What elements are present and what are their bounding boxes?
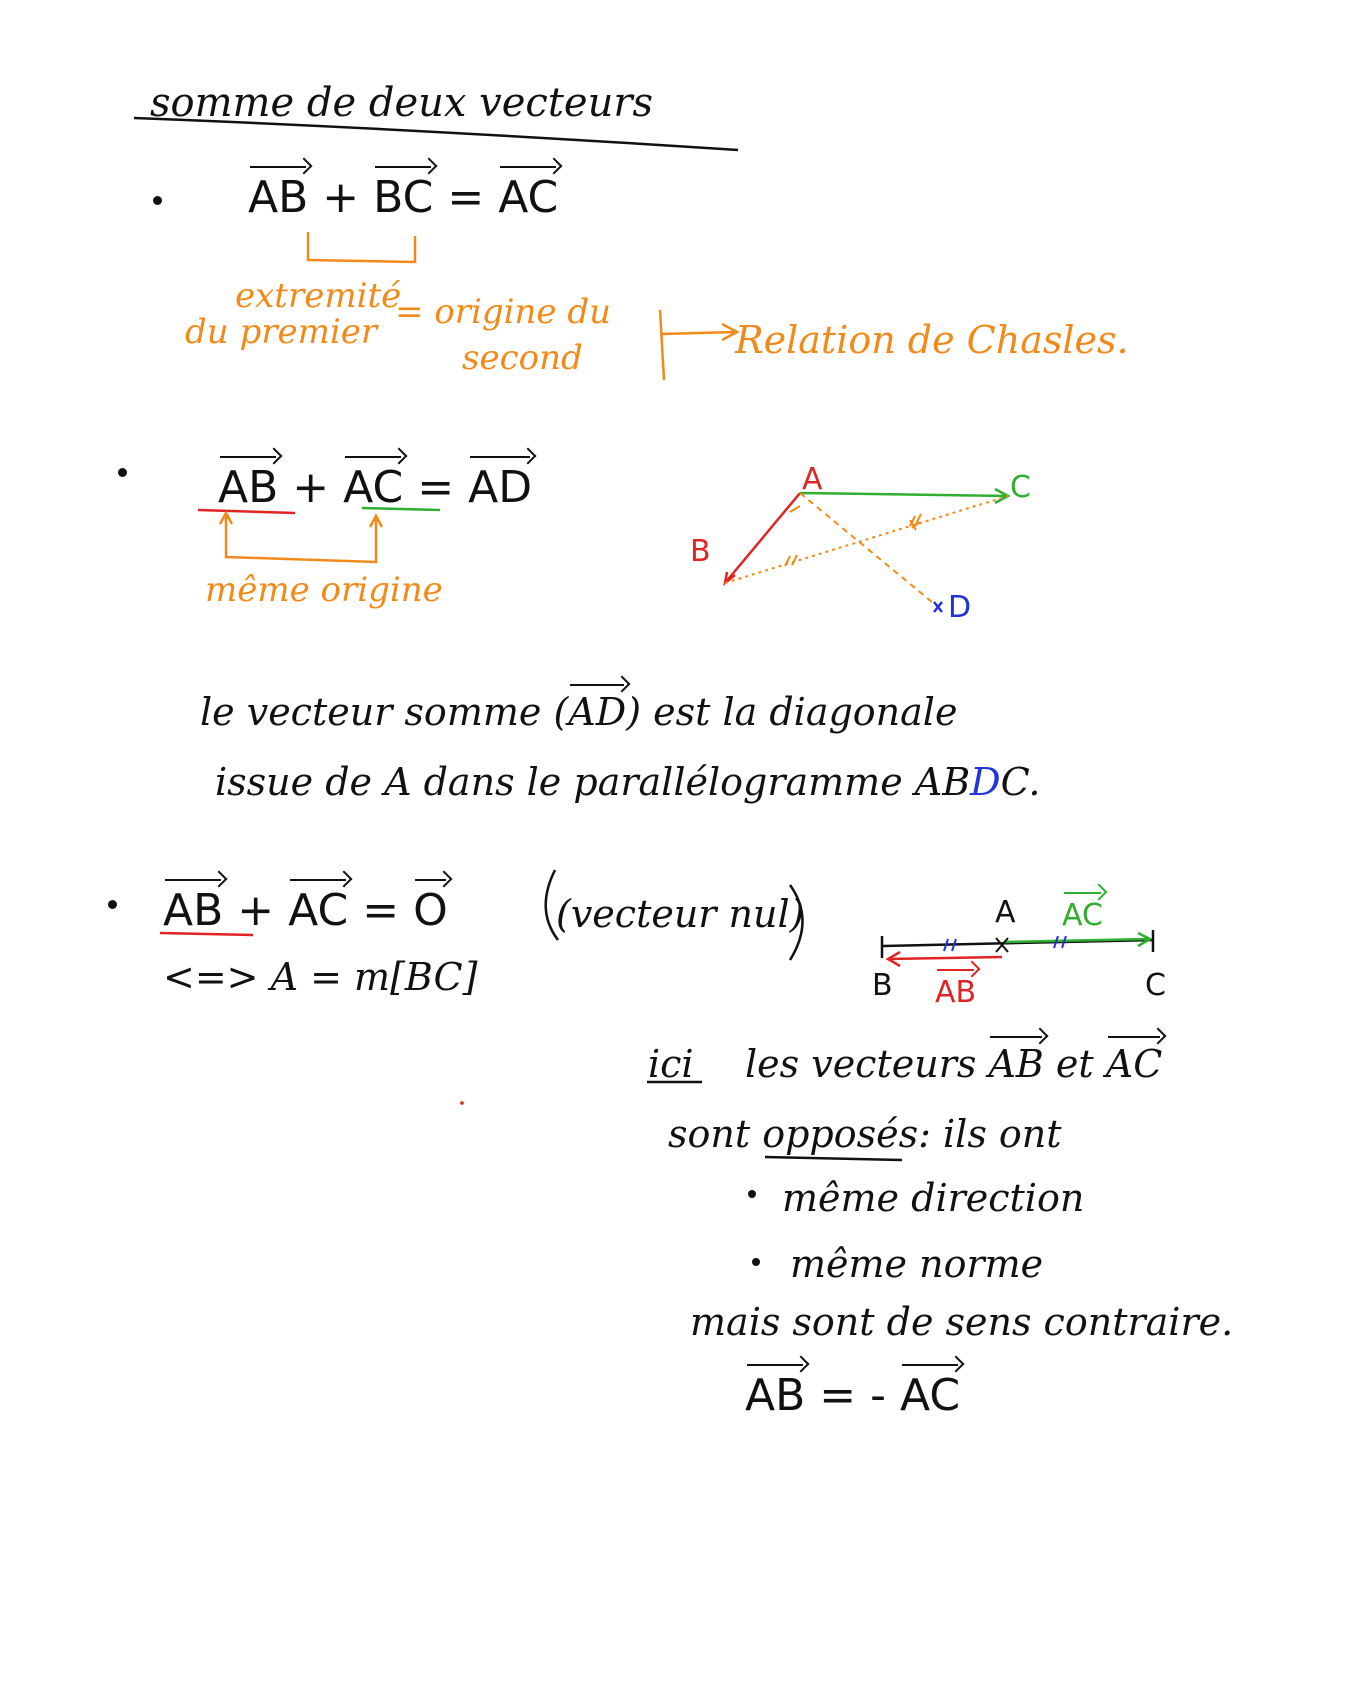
equals-sign: = <box>362 885 400 936</box>
vector-ab-line <box>725 493 800 583</box>
bullet-direction <box>748 1190 756 1198</box>
segment-a-label: A <box>995 895 1016 930</box>
vector-ab-seg <box>888 957 1002 959</box>
vector-ab: AB <box>163 885 224 936</box>
vector-ac: AC <box>343 462 404 513</box>
vector-ab: AB <box>218 462 279 513</box>
text-issue-de-a: issue de A dans le parallélogramme ABDC. <box>215 760 1041 804</box>
bullet-3 <box>108 900 117 909</box>
equation-parallelogram <box>218 462 532 513</box>
vector-ac: AC <box>900 1370 961 1421</box>
vector-ab: AB <box>988 1042 1044 1086</box>
point-d-cross <box>934 602 942 612</box>
vector-ac: AC <box>288 885 349 936</box>
plus-sign: + <box>237 885 275 936</box>
vector-ac-line <box>800 493 1008 496</box>
stray-dot <box>460 1101 464 1105</box>
equation-chasles <box>248 172 558 223</box>
bullet-2 <box>118 468 127 477</box>
equals-sign: = <box>417 462 455 513</box>
point-d-label: D <box>948 590 972 625</box>
segment-c-label: C <box>1145 968 1166 1003</box>
relation-chasles: Relation de Chasles. <box>735 318 1129 362</box>
note-origine: = origine du <box>395 292 612 332</box>
vector-ab: AB <box>745 1370 806 1421</box>
diagonal-ad <box>800 493 938 607</box>
point-a-label: A <box>802 462 823 497</box>
text-ici: ici <box>648 1042 694 1086</box>
note-extremite: extremité <box>235 276 402 316</box>
vector-ac: AC <box>498 172 559 223</box>
vector-ad: AD <box>468 462 533 513</box>
text-meme-direction: même direction <box>782 1176 1085 1220</box>
equals-sign: = <box>447 172 485 223</box>
bracket-ab-bc <box>308 232 415 262</box>
plus-sign: + <box>322 172 360 223</box>
text-sont-opposes: sont opposés: ils ont <box>668 1112 1062 1156</box>
bullet-norme <box>752 1258 760 1266</box>
vector-zero: O <box>413 885 448 936</box>
relation-arrow <box>660 310 737 380</box>
text-vecteur-somme: le vecteur somme (AD) est la diagonale <box>200 690 958 734</box>
text-meme-norme: même norme <box>790 1242 1044 1286</box>
point-b-label: B <box>690 534 711 569</box>
bullet-1 <box>153 196 162 205</box>
point-c-label: C <box>1010 470 1031 505</box>
equivalence-midpoint: <=> A = m[BC] <box>163 955 478 999</box>
vector-ad: AD <box>568 690 627 734</box>
same-origin-bracket <box>220 513 382 562</box>
note-second: second <box>462 338 583 378</box>
segment-ab-label: AB <box>935 975 977 1010</box>
underline-opposes <box>765 1157 902 1160</box>
note-vecteur-nul: (vecteur nul) <box>556 892 805 936</box>
segment-ac-label: AC <box>1062 898 1103 933</box>
page-title: somme de deux vecteurs <box>150 80 653 126</box>
diagonal-bc <box>725 496 1008 583</box>
equation-opposite: AB = - AC <box>745 1370 961 1421</box>
note-premier: du premier <box>185 312 378 352</box>
plus-sign: + <box>292 462 330 513</box>
midpoint-cross <box>996 938 1008 952</box>
text-les-vecteurs: les vecteurs AB et AC <box>745 1042 1163 1086</box>
segment-b-label: B <box>872 968 893 1003</box>
vector-ac: AC <box>1105 1042 1163 1086</box>
note-meme-origine: même origine <box>205 570 443 610</box>
text-sens-contraire: mais sont de sens contraire. <box>690 1300 1234 1344</box>
equation-null-vector <box>163 885 448 936</box>
vector-ab: AB <box>248 172 309 223</box>
vector-bc: BC <box>373 172 434 223</box>
